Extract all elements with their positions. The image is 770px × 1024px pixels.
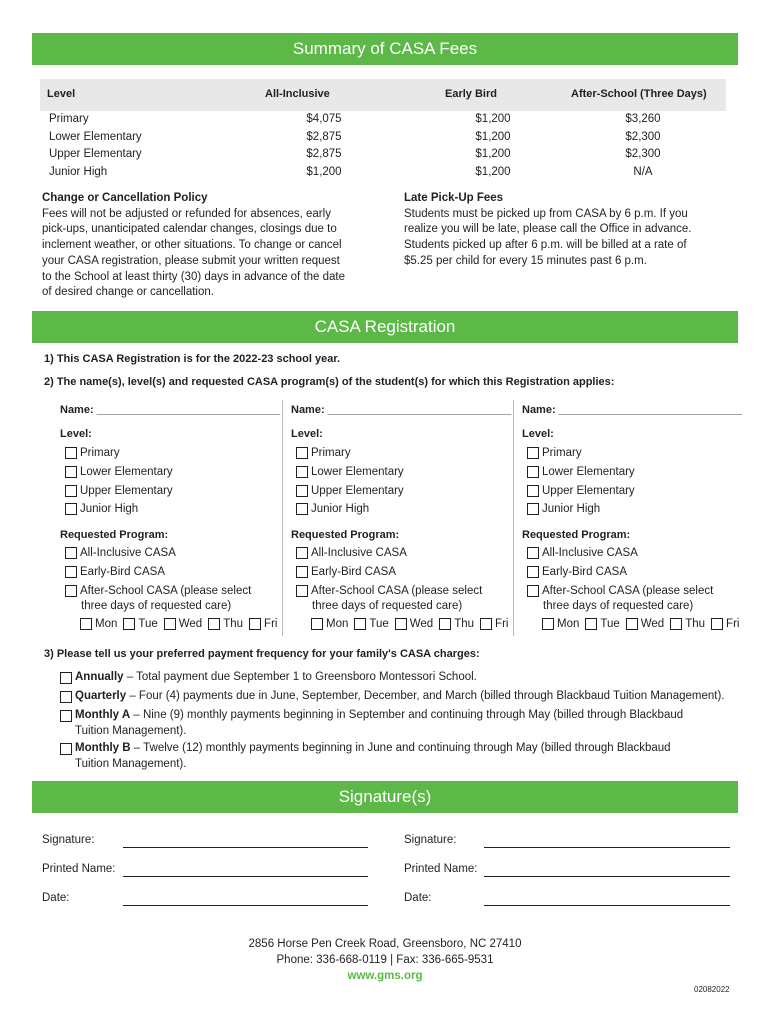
date-line[interactable]	[484, 905, 730, 906]
payment-name: Quarterly	[75, 690, 127, 702]
payment-option-quarterly[interactable]	[60, 689, 724, 705]
cell-early-bird: $1,200	[475, 148, 511, 160]
payment-name: Monthly A	[75, 709, 131, 721]
cell-level: Lower Elementary	[49, 130, 142, 143]
day-mon[interactable]: Mon	[542, 618, 579, 630]
checkbox[interactable]	[585, 618, 597, 630]
checkbox[interactable]	[480, 618, 492, 630]
payment-option-annually[interactable]	[60, 670, 477, 686]
program-note: three days of requested care)	[312, 600, 463, 612]
checkbox[interactable]	[711, 618, 723, 630]
registration-title: CASA Registration	[314, 317, 456, 336]
cell-level: Junior High	[49, 165, 108, 178]
policy-line: of desired change or cancellation.	[42, 286, 214, 299]
fees-table-header	[40, 79, 726, 111]
checkbox[interactable]	[527, 566, 539, 578]
printed-name-label: Printed Name:	[404, 863, 478, 875]
header-all-inclusive: All-Inclusive	[265, 88, 330, 100]
payment-desc: – Four (4) payments due in June, September, December, and March (billed through Blackbaud Tuition Management).	[126, 690, 725, 702]
day-fri[interactable]: Fri	[711, 618, 739, 630]
level-option-upper-elementary[interactable]: Upper Elementary	[296, 485, 404, 497]
column-divider	[513, 400, 514, 636]
level-option-upper-elementary[interactable]: Upper Elementary	[65, 485, 173, 497]
fees-banner	[32, 33, 738, 65]
day-thu[interactable]: Thu	[208, 618, 243, 630]
program-option-early-bird[interactable]: Early-Bird CASA	[296, 566, 396, 578]
checkbox[interactable]	[296, 547, 308, 559]
payment-desc: – Nine (9) monthly payments beginning in September and continuing through May (billed through Blackbaud	[130, 709, 684, 721]
day-fri[interactable]: Fri	[480, 618, 508, 630]
column-divider	[282, 400, 283, 636]
cell-level: Upper Elementary	[49, 148, 142, 160]
header-level: Level	[47, 88, 76, 100]
cell-all-inclusive: $2,875	[306, 130, 342, 143]
day-wed[interactable]: Wed	[626, 618, 664, 630]
late-pickup-fees	[404, 191, 734, 270]
days-row	[311, 618, 514, 630]
checkbox[interactable]	[542, 618, 554, 630]
level-option-primary[interactable]: Primary	[527, 447, 582, 459]
checkbox[interactable]	[123, 618, 135, 630]
question-1: 1) This CASA Registration is for the 2022-23 school year.	[44, 353, 341, 365]
program-option-after-school[interactable]: After-School CASA (please select	[65, 585, 251, 597]
table-row	[40, 166, 726, 184]
question-3: 3) Please tell us your preferred payment frequency for your family's CASA charges:	[44, 648, 480, 660]
level-label: Level:	[60, 428, 92, 440]
policy-line: Fees will not be adjusted or refunded for absences, early	[42, 207, 331, 220]
checkbox[interactable]	[65, 547, 77, 559]
checkbox[interactable]	[65, 585, 77, 597]
cell-early-bird: $1,200	[475, 113, 511, 125]
day-mon[interactable]: Mon	[311, 618, 348, 630]
late-line: Students picked up after 6 p.m. will be billed at a rate of	[404, 239, 687, 252]
cell-after-school: $2,300	[625, 148, 661, 160]
header-early-bird: Early Bird	[445, 88, 497, 100]
form-code: 02082022	[694, 985, 730, 994]
printed-name-label: Printed Name:	[42, 863, 116, 875]
day-mon[interactable]: Mon	[80, 618, 117, 630]
cell-early-bird: $1,200	[475, 165, 511, 178]
level-label: Level:	[291, 428, 323, 440]
level-option-junior-high[interactable]: Junior High	[65, 503, 138, 515]
cell-after-school: $2,300	[625, 130, 661, 143]
checkbox[interactable]	[527, 503, 539, 515]
checkbox[interactable]	[60, 710, 72, 722]
cell-all-inclusive: $1,200	[306, 165, 342, 178]
late-line: realize you will be late, please call the Office in advance.	[404, 223, 692, 236]
cell-after-school: $3,260	[625, 113, 661, 125]
cell-all-inclusive: $2,875	[306, 148, 342, 160]
checkbox[interactable]	[80, 618, 92, 630]
day-wed[interactable]: Wed	[164, 618, 202, 630]
level-option-lower-elementary[interactable]: Lower Elementary	[65, 466, 173, 478]
signature-line[interactable]	[484, 847, 730, 848]
date-label: Date:	[42, 892, 70, 904]
name-field[interactable]: Name: ______________________________	[522, 404, 743, 416]
program-label: Requested Program:	[60, 529, 169, 541]
checkbox[interactable]	[311, 618, 323, 630]
question-2: 2) The name(s), level(s) and requested CASA program(s) of the student(s) for which this Registration applies:	[44, 376, 615, 388]
program-option-all-inclusive[interactable]: All-Inclusive CASA	[296, 547, 407, 559]
checkbox[interactable]	[296, 485, 308, 497]
table-row	[40, 131, 726, 149]
checkbox[interactable]	[296, 503, 308, 515]
checkbox[interactable]	[164, 618, 176, 630]
payment-name: Monthly B	[75, 742, 131, 754]
header-after-school: After-School (Three Days)	[571, 88, 707, 100]
day-tue[interactable]: Tue	[585, 618, 619, 630]
level-label: Level:	[522, 428, 554, 440]
day-wed[interactable]: Wed	[395, 618, 433, 630]
checkbox[interactable]	[296, 566, 308, 578]
date-label: Date:	[404, 892, 432, 904]
level-option-upper-elementary[interactable]: Upper Elementary	[527, 485, 635, 497]
program-option-early-bird[interactable]: Early-Bird CASA	[527, 566, 627, 578]
policy-line: inclement weather, or other situations. To change or cancel	[42, 239, 342, 252]
name-field[interactable]: Name: ______________________________	[291, 404, 512, 416]
program-label: Requested Program:	[291, 529, 400, 541]
program-option-early-bird[interactable]: Early-Bird CASA	[65, 566, 165, 578]
checkbox[interactable]	[527, 547, 539, 559]
late-line: $5.25 per child for every 15 minutes past 6 p.m.	[404, 254, 647, 267]
payment-option-monthly-b[interactable]	[60, 741, 671, 772]
checkbox[interactable]	[296, 466, 308, 478]
table-row	[40, 113, 726, 131]
policy-line: your CASA registration, please submit your written request	[42, 254, 340, 267]
cell-after-school: N/A	[633, 165, 653, 178]
checkbox[interactable]	[65, 503, 77, 515]
program-option-all-inclusive[interactable]: All-Inclusive CASA	[65, 547, 176, 559]
checkbox[interactable]	[249, 618, 261, 630]
level-option-primary[interactable]: Primary	[65, 447, 120, 459]
level-option-junior-high[interactable]: Junior High	[527, 503, 600, 515]
policy-line: pick-ups, unanticipated calendar changes, closings due to	[42, 223, 337, 236]
policy-title: Change or Cancellation Policy	[42, 192, 208, 204]
footer-address: 2856 Horse Pen Creek Road, Greensboro, NC 27410	[248, 938, 522, 950]
registration-banner	[32, 311, 738, 343]
level-option-junior-high[interactable]: Junior High	[296, 503, 369, 515]
printed-name-line[interactable]	[123, 876, 368, 877]
late-line: Students must be picked up from CASA by 6 p.m. If you	[404, 207, 688, 220]
program-note: three days of requested care)	[81, 600, 232, 612]
fees-title: Summary of CASA Fees	[292, 39, 478, 58]
signature-line[interactable]	[123, 847, 368, 848]
checkbox[interactable]	[60, 743, 72, 755]
footer-website[interactable]: www.gms.org	[347, 970, 423, 982]
signature-banner	[32, 781, 738, 813]
program-option-all-inclusive[interactable]: All-Inclusive CASA	[527, 547, 638, 559]
payment-name: Annually	[75, 671, 124, 683]
checkbox[interactable]	[60, 672, 72, 684]
checkbox[interactable]	[65, 466, 77, 478]
checkbox[interactable]	[354, 618, 366, 630]
checkbox[interactable]	[296, 447, 308, 459]
payment-desc: – Total payment due September 1 to Greensboro Montessori School.	[123, 671, 477, 683]
late-title: Late Pick-Up Fees	[404, 192, 504, 204]
days-row	[80, 618, 283, 630]
level-option-lower-elementary[interactable]: Lower Elementary	[527, 466, 635, 478]
program-label: Requested Program:	[522, 529, 631, 541]
days-row	[542, 618, 745, 630]
checkbox[interactable]	[527, 485, 539, 497]
signature-title: Signature(s)	[338, 787, 432, 806]
signature-label: Signature:	[404, 834, 457, 846]
level-option-lower-elementary[interactable]: Lower Elementary	[296, 466, 404, 478]
fees-table-body	[40, 113, 726, 183]
name-field[interactable]: Name: ______________________________	[60, 404, 281, 416]
checkbox[interactable]	[65, 485, 77, 497]
checkbox[interactable]	[65, 566, 77, 578]
signature-label: Signature:	[42, 834, 95, 846]
checkbox[interactable]	[65, 447, 77, 459]
day-tue[interactable]: Tue	[123, 618, 157, 630]
table-row	[40, 148, 726, 166]
cancellation-policy	[42, 191, 382, 301]
cell-all-inclusive: $4,075	[306, 113, 342, 125]
checkbox[interactable]	[527, 447, 539, 459]
checkbox[interactable]	[296, 585, 308, 597]
checkbox[interactable]	[395, 618, 407, 630]
day-tue[interactable]: Tue	[354, 618, 388, 630]
date-line[interactable]	[123, 905, 368, 906]
day-fri[interactable]: Fri	[249, 618, 277, 630]
day-thu[interactable]: Thu	[670, 618, 705, 630]
footer-phone: Phone: 336-668-0119 | Fax: 336-665-9531	[276, 954, 494, 966]
checkbox[interactable]	[208, 618, 220, 630]
cell-level: Primary	[49, 113, 89, 125]
cell-early-bird: $1,200	[475, 130, 511, 143]
day-thu[interactable]: Thu	[439, 618, 474, 630]
payment-desc: – Twelve (12) monthly payments beginning in June and continuing through May (billed through Blackbaud	[130, 742, 671, 754]
checkbox[interactable]	[527, 466, 539, 478]
program-note: three days of requested care)	[543, 600, 694, 612]
policy-line: to the School at least thirty (30) days in advance of the date	[42, 270, 346, 283]
printed-name-line[interactable]	[484, 876, 730, 877]
payment-desc-cont: Tuition Management).	[75, 757, 187, 770]
checkbox[interactable]	[626, 618, 638, 630]
payment-desc-cont: Tuition Management).	[75, 724, 187, 737]
checkbox[interactable]	[60, 691, 72, 703]
program-option-after-school[interactable]: After-School CASA (please select	[527, 585, 713, 597]
level-option-primary[interactable]: Primary	[296, 447, 351, 459]
checkbox[interactable]	[670, 618, 682, 630]
checkbox[interactable]	[527, 585, 539, 597]
program-option-after-school[interactable]: After-School CASA (please select	[296, 585, 482, 597]
checkbox[interactable]	[439, 618, 451, 630]
payment-option-monthly-a[interactable]	[60, 708, 683, 739]
